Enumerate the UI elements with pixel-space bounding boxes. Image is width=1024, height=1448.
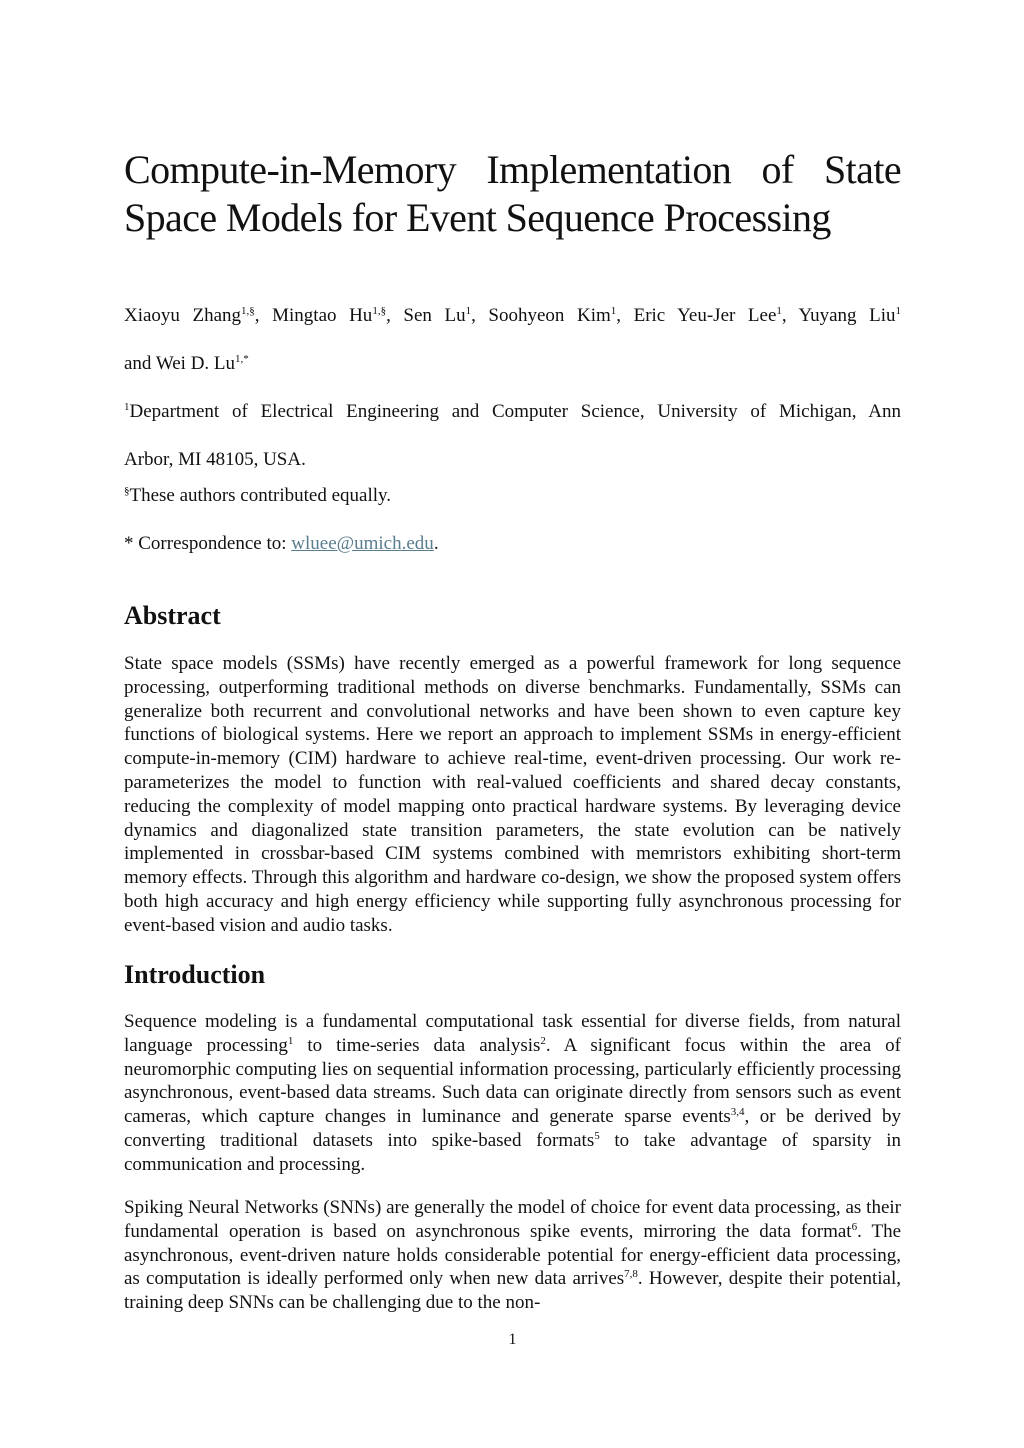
author-name: , Eric Yeu-Jer Lee: [616, 305, 777, 326]
intro-text: , or be derived by converting traditional datasets into spike-based formats: [124, 1106, 901, 1151]
author-affil-sup: 1: [610, 305, 617, 317]
author-name: , Soohyeon Kim: [471, 305, 611, 326]
equal-contribution-sup: §: [124, 485, 130, 497]
affiliation-line-1: [124, 388, 901, 436]
intro-text: . A significant focus within the area of neuromorphic computing lies on sequential information processing, particularly efficiently processing asynchronous, event-based data streams. Such data can originate directly from sensors such as event cameras, which capture changes in luminance and generate sparse events: [124, 1034, 901, 1128]
author-affil-sup: 1: [895, 305, 902, 317]
correspondence-label: * Correspondence to:: [124, 533, 292, 554]
intro-text: Spiking Neural Networks (SNNs) are generally the model of choice for event data processing, as their fundamental operation is based on asynchronous spike events, mirroring the data format: [124, 1197, 901, 1242]
introduction-paragraph-2: [124, 1196, 901, 1315]
introduction-heading: Introduction: [124, 960, 266, 989]
author-name: , Yuyang Liu: [781, 305, 896, 326]
citation-sup: 5: [594, 1129, 600, 1142]
author-affil-sup: 1,§: [241, 305, 255, 317]
intro-text: to time-series data analysis: [293, 1034, 541, 1056]
affiliation: [124, 388, 901, 484]
correspondence-end: .: [433, 533, 439, 554]
citation-sup: 2: [540, 1034, 546, 1047]
affiliation-line-2: Arbor, MI 48105, USA.: [124, 449, 306, 470]
author-name: Xiaoyu Zhang: [124, 305, 242, 326]
equal-contribution-text: These authors contributed equally.: [129, 485, 392, 506]
intro-text: . The asynchronous, event-driven nature holds considerable potential for energy-efficient data processing, as computation is ideally performed only when new data arrives: [124, 1220, 901, 1290]
author-list: [124, 292, 901, 388]
affiliation-sup: 1: [124, 401, 130, 413]
citation-sup: 6: [851, 1220, 858, 1233]
author-name: and Wei D. Lu: [124, 353, 236, 374]
paper-page: [124, 0, 901, 1448]
equal-contribution-note: [124, 484, 391, 508]
paper-title: [124, 146, 901, 242]
introduction-paragraph-1: [124, 1010, 901, 1177]
title-line-2: Space Models for Event Sequence Processing: [124, 195, 831, 240]
author-affil-sup: 1: [465, 305, 472, 317]
author-name: , Sen Lu: [386, 305, 466, 326]
author-line-1: [124, 292, 901, 340]
author-name: , Mingtao Hu: [254, 305, 373, 326]
intro-text: . However, despite their potential, training deep SNNs can be challenging due to the non-: [124, 1268, 901, 1314]
intro-text: Sequence modeling is a fundamental computational task essential for diverse fields, from natural language processing: [124, 1011, 901, 1056]
correspondence-note: [124, 532, 439, 556]
page-number: 1: [508, 1331, 517, 1348]
intro-text: to take advantage of sparsity in communication and processing.: [124, 1129, 901, 1175]
author-affil-sup: 1,*: [235, 353, 249, 365]
citation-sup: 3,4: [730, 1106, 745, 1119]
citation-sup: 7,8: [624, 1268, 638, 1281]
correspondence-email-link[interactable]: wluee@umich.edu: [291, 533, 434, 554]
abstract-heading: Abstract: [124, 601, 221, 630]
author-affil-sup: 1: [776, 305, 782, 317]
abstract-text: State space models (SSMs) have recently emerged as a powerful framework for long sequence processing, outperforming traditional methods on diverse benchmarks. Fundamentally, SSMs can generalize both recurrent and convolutional networks and have been shown to even capture key functions of biological systems. Here we report an approach to implement SSMs in energy-efficient compute-in-memory (CIM) hardware to achieve real-time, event-driven processing. Our work re-parameterizes the model to function with real-valued coefficients and shared decay constants, reducing the complexity of model mapping onto practical hardware systems. By leveraging device dynamics and diagonalized state transition parameters, the state evolution can be natively implemented in crossbar-based CIM systems combined with memristors exhibiting short-term memory effects. Through this algorithm and hardware co-design, we show the proposed system offers both high accuracy and high energy efficiency while supporting fully asynchronous processing for event-based vision and audio tasks.: [124, 653, 901, 936]
author-line-2: [124, 353, 249, 374]
author-affil-sup: 1,§: [372, 305, 387, 317]
affiliation-text: Department of Electrical Engineering and Computer Science, University of Michigan, Ann: [129, 401, 901, 422]
citation-sup: 1: [287, 1034, 294, 1047]
title-line-1: Compute-in-Memory Implementation of State: [124, 147, 901, 192]
